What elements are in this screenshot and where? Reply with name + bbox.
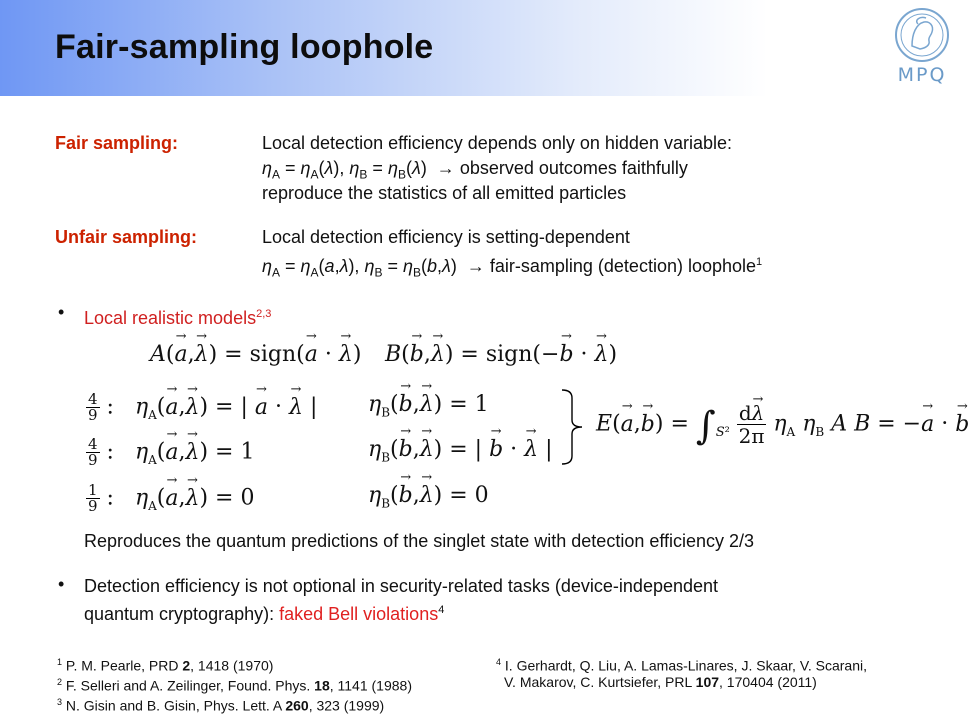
eq-sign-a: A(→ a,→ λ) = sign(→ a · → λ) <box>150 342 361 367</box>
eq-row1-a: $\frac{4}{9}$ : $\eta_A(\to a,\to \lambda)$ = | → a · → λ | <box>86 392 317 423</box>
reference-3: $^3$ N. Gisin and B. Gisin, Phys. Lett. A 260, 323 (1999) <box>57 697 385 714</box>
minerva-icon <box>890 6 954 64</box>
eq-row3-b: $\eta_B(\to b,\to \lambda) = 0$ <box>368 483 489 510</box>
reference-4-cont: V. Makarov, C. Kurtsiefer, PRL 107, 170404 (2011) <box>504 674 817 690</box>
reference-1: $^1$ P. M. Pearle, PRD 2, 1418 (1970) <box>57 657 274 674</box>
bullet2-line2: quantum cryptography): faked Bell violations$^4$ <box>84 604 445 624</box>
fraction-3: $\frac{1}{9}$ <box>88 481 98 515</box>
local-realistic-models: Local realistic models$^{2,3}$ <box>84 308 272 328</box>
unfair-line1: Local detection efficiency is setting-dependent <box>262 227 630 247</box>
fair-line3: reproduce the statistics of all emitted particles <box>262 183 627 203</box>
bullet2-line1: Detection efficiency is not optional in security-related tasks (device-independent <box>84 576 719 596</box>
right-brace-icon <box>560 388 586 466</box>
eq-row3-a: $\frac{1}{9}$ : $\eta_A(\to a,\to \lambda) = 0$ <box>86 483 254 514</box>
reference-2: $^2$ F. Selleri and A. Zeilinger, Found. Phys. 18, 1141 (1988) <box>57 677 412 694</box>
fair-sampling-label: Fair sampling: <box>55 133 179 153</box>
bullet-dot: • <box>58 302 65 322</box>
logo-text: MPQ <box>897 64 947 86</box>
eq-sign-b: B(→ b,→ λ) = sign(−→ b · → λ) <box>385 342 617 367</box>
reference-4: $^4$ I. Gerhardt, Q. Liu, A. Lamas-Linares, J. Skaar, V. Scarani, <box>496 657 868 674</box>
slide-title: Fair-sampling loophole <box>55 28 434 66</box>
eq-correlation: $E(\to a,\to b) = \int_{S^2}$ $\frac{d\to \lambda}{2\pi}$ $\eta_A$ $\eta_B$ A B = −→ a · → b <box>596 402 969 448</box>
mpq-logo <box>890 6 954 90</box>
reproduces-text: Reproduces the quantum predictions of the singlet state with detection efficiency 2/3 <box>84 531 755 551</box>
fraction-2: $\frac{4}{9}$ <box>88 435 98 469</box>
bullet-dot: • <box>58 574 65 594</box>
eq-row1-b: $\eta_B(\to b,\to \lambda) = 1$ <box>368 392 489 419</box>
eq-row2-b: $\eta_B(\to b,\to \lambda)$ = | → b · → λ | <box>368 437 553 464</box>
fraction-1: $\frac{4}{9}$ <box>88 390 98 424</box>
fair-line1: Local detection efficiency depends only on hidden variable: <box>262 133 732 153</box>
fair-line2: $\eta_A = \eta_A(\lambda)$, $\eta_B = \eta_B(\lambda)$ → observed outcomes faithfully <box>262 158 688 182</box>
unfair-sampling-label: Unfair sampling: <box>55 227 198 247</box>
eq-row2-a: $\frac{4}{9}$ : $\eta_A(\to a,\to \lambda) = 1$ <box>86 437 254 468</box>
unfair-line2: $\eta_A = \eta_A(a,\lambda)$, $\eta_B = \eta_B(b,\lambda)$ → fair-sampling (detection) loophole$^1$ <box>262 256 763 280</box>
